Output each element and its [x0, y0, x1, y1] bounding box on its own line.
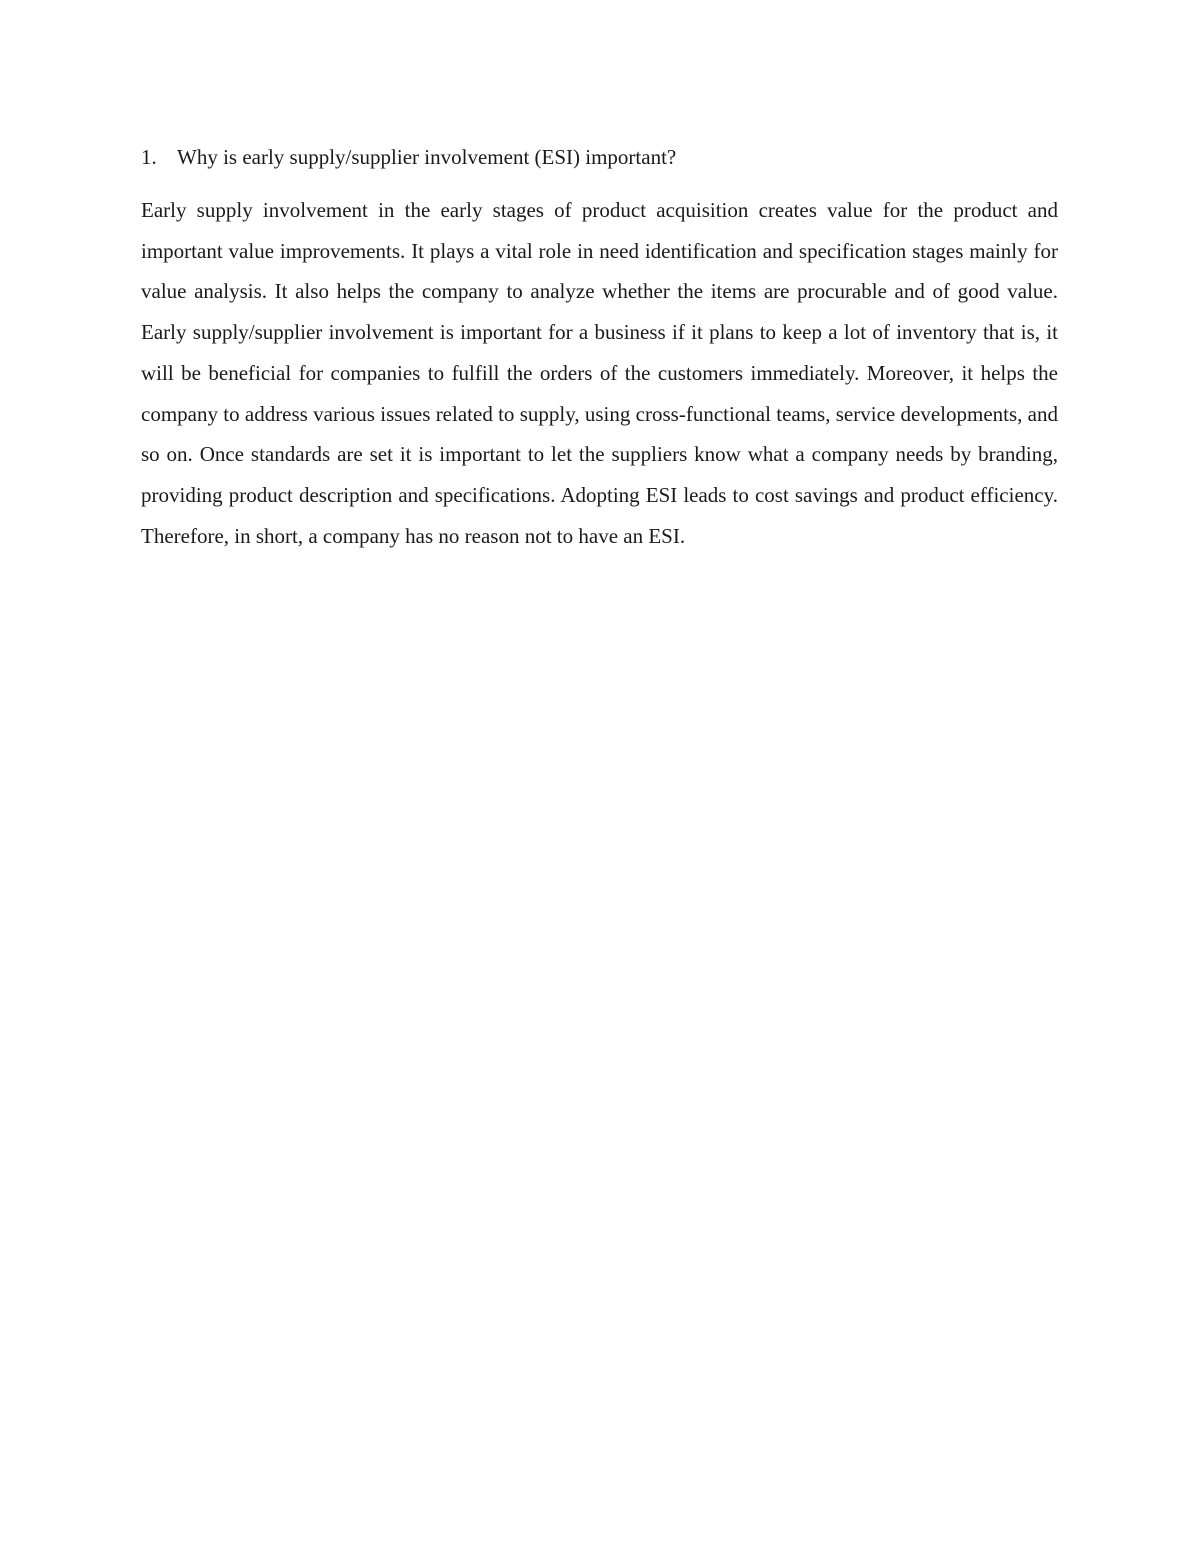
question-text: Why is early supply/supplier involvement (ESI) important? [177, 145, 677, 169]
document-body [141, 140, 1058, 556]
answer-paragraph: Early supply involvement in the early stages of product acquisition creates value for the product and important value improvements. It plays a vital role in need identification and specification stages mainly for value analysis. It also helps the company to analyze whether the items are procurable and of good value. Early supply/supplier involvement is important for a business if it plans to keep a lot of inventory that is, it will be beneficial for companies to fulfill the orders of the customers immediately. Moreover, it helps the company to address various issues related to supply, using cross-functional teams, service developments, and so on. Once standards are set it is important to let the suppliers know what a company needs by branding, providing product description and specifications. Adopting ESI leads to cost savings and product efficiency. Therefore, in short, a company has no reason not to have an ESI. [141, 198, 1058, 548]
question-number: 1. [141, 145, 157, 169]
question-item [141, 140, 1058, 174]
